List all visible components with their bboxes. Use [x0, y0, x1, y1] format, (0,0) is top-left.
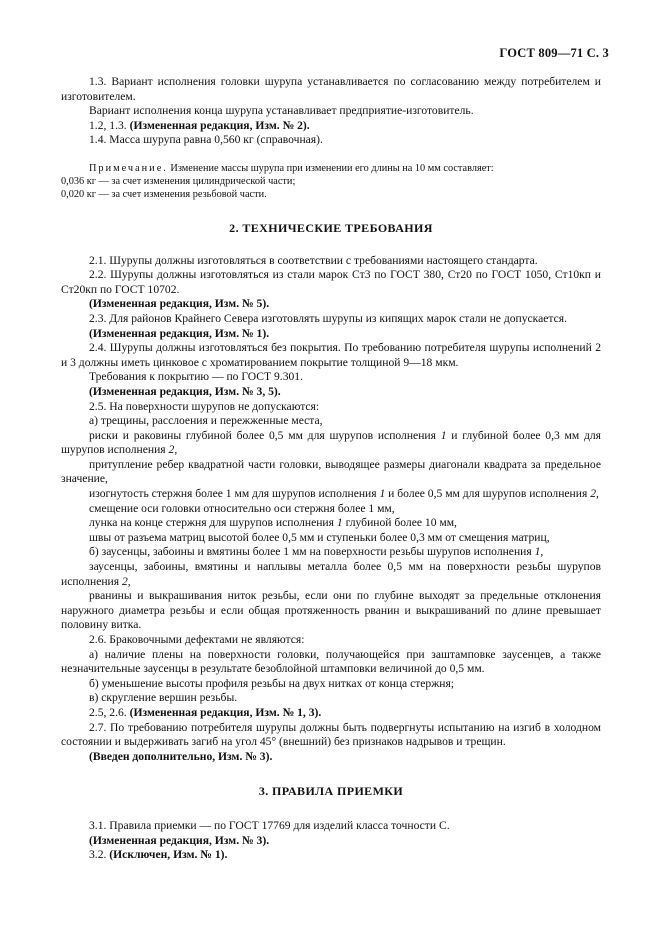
- amendment-note-7: (Измененная редакция, Изм. № 3).: [89, 833, 270, 847]
- defect-bending: изогнутость стержня более 1 мм для шурупов исполнения 1 и более 0,5 мм для шурупов исполнения 2,: [89, 487, 599, 501]
- non-defect-b: б) уменьшение высоты профиля резьбы на двух нитках от конца стержня;: [89, 676, 454, 690]
- note-block: [61, 162, 601, 201]
- clause-1-3: 1.3. Вариант исполнения головки шурупа устанавливается по согласованию между потребителем и изготовителем.: [61, 75, 601, 103]
- clause-2-1: 2.1. Шурупы должны изготовляться в соответствии с требованиями настоящего стандарта.: [89, 253, 538, 267]
- clause-3-1: 3.1. Правила приемки — по ГОСТ 17769 для изделий класса точности С.: [89, 818, 450, 832]
- defect-blunting: притупление ребер квадратной части головки, выводящее размеры диагонали квадрата за предельное значение,: [61, 457, 601, 486]
- note-line-1: Примечание. Изменение массы шурупа при изменении его длины на 10 мм составляет:: [89, 162, 494, 174]
- clause-2-4: 2.4. Шурупы должны изготовляться без покрытия. По требованию потребителя шурупы исполнений 2 и 3 должны иметь цинковое с хроматированием покрытие толщиной 9—18 мкм.: [61, 341, 601, 369]
- clause-2-7: 2.7. По требованию потребителя шурупы должны быть подвергнуты испытанию на изгиб в холодном состоянии и выдерживать загиб на угол 45° (внешний) без признаков надрывов и трещин.: [61, 720, 601, 749]
- defect-a: а) трещины, расслоения и пережженные места,: [89, 414, 323, 428]
- clause-2-2: 2.2. Шурупы должны изготовляться из стали марок Ст3 по ГОСТ 380, Ст20 по ГОСТ 1050, Ст10кп и Ст20кп по ГОСТ 10702.: [61, 268, 601, 296]
- amendment-note-6: (Введен дополнительно, Изм. № 3).: [89, 749, 273, 763]
- page-content: [61, 75, 601, 863]
- clause-2-4-coating: Требования к покрытию — по ГОСТ 9.301.: [89, 370, 303, 384]
- note-line-3: 0,020 кг — за счет изменения резьбовой части.: [61, 188, 267, 200]
- note-line-2: 0,036 кг — за счет изменения цилиндрической части;: [61, 175, 296, 187]
- non-defect-c: в) скругление вершин резьбы.: [89, 691, 238, 705]
- amendment-note-4: (Измененная редакция, Изм. № 3, 5).: [89, 384, 281, 398]
- section-2-title: 2. ТЕХНИЧЕСКИЕ ТРЕБОВАНИЯ: [229, 220, 433, 235]
- page-header: ГОСТ 809—71 С. 3: [499, 46, 609, 60]
- non-defect-a: а) наличие плены на поверхности головки, получающейся при заштамповке заусенцев, а также незначительные заусенцы в результате безоблойной штамповки величиной до 0,5 мм.: [61, 647, 601, 676]
- defect-seams: швы от разъема матриц высотой более 0,5 мм и ступеньки более 0,3 мм от смещения матриц,: [89, 530, 550, 544]
- clause-3-2: 3.2. (Исключен, Изм. № 1).: [89, 848, 228, 862]
- amendment-note-2: (Измененная редакция, Изм. № 5).: [89, 297, 270, 311]
- amendment-note-1: 1.2, 1.3. (Измененная редакция, Изм. № 2).: [89, 118, 310, 132]
- section-3-title: 3. ПРАВИЛА ПРИЕМКИ: [258, 784, 404, 799]
- defect-hole: лунка на конце стержня для шурупов исполнения 1 глубиной более 10 мм,: [89, 516, 457, 530]
- amendment-note-5: 2.5, 2.6. (Измененная редакция, Изм. № 1, 3).: [89, 705, 322, 719]
- clause-2-6: 2.6. Браковочными дефектами не являются:: [89, 633, 305, 646]
- clause-1-4: 1.4. Масса шурупа равна 0,560 кг (справочная).: [89, 133, 323, 147]
- amendment-note-3: (Измененная редакция, Изм. № 1).: [89, 326, 270, 340]
- clause-2-3: 2.3. Для районов Крайнего Севера изготовлять шурупы из кипящих марок стали не допускается.: [89, 311, 568, 325]
- clause-1-3-end: Вариант исполнения конца шурупа устанавливает предприятие-изготовитель.: [89, 104, 474, 118]
- clause-2-5: 2.5. На поверхности шурупов не допускаются:: [89, 399, 320, 413]
- defect-offset: смещение оси головки относительно оси стержня более 1 мм,: [89, 501, 395, 515]
- defect-b: б) заусенцы, забоины и вмятины более 1 мм на поверхности резьбы шурупов исполнения 1,: [89, 545, 544, 559]
- defect-risks: риски и раковины глубиной более 0,5 мм для шурупов исполнения 1 и глубиной более 0,3 мм для шурупов исполнения 2,: [61, 428, 601, 457]
- defect-burrs: заусенцы, забоины, вмятины и наплывы металла более 0,5 мм на поверхности резьбы шурупов исполнения 2,: [61, 560, 601, 588]
- defect-tears: рванины и выкрашивания ниток резьбы, если они по глубине выходят за предельные отклонения наружного диаметра резьбы и если общая протяженность рванин и выкрашиваний по длине превышает половину витка.: [61, 589, 601, 632]
